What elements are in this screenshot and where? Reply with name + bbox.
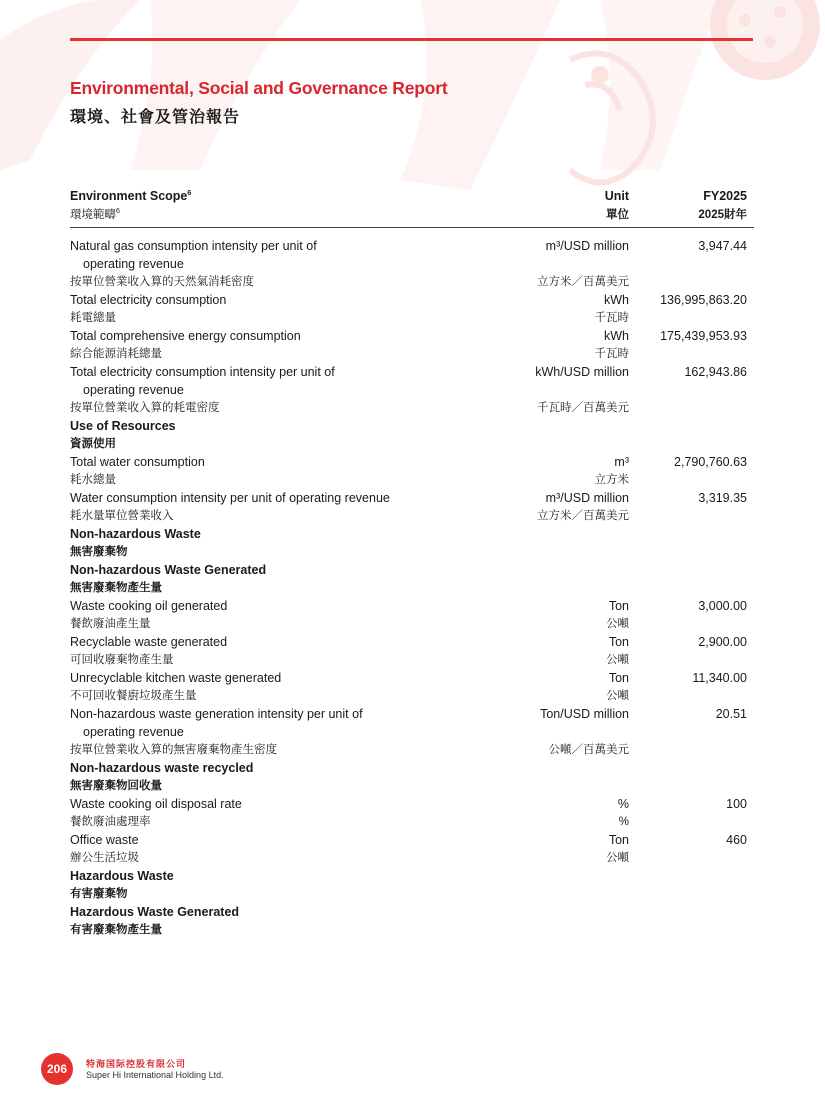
row-unit: kWh: [604, 293, 629, 307]
row-label: 綜合能源消耗總量: [70, 348, 162, 360]
row-label: Non-hazardous waste recycled: [70, 761, 254, 775]
row-label: Waste cooking oil generated: [70, 599, 228, 613]
header-year-chinese: 2025財年: [698, 209, 747, 221]
row-label: 按單位營業收入算的天然氣消耗密度: [70, 276, 254, 288]
row-unit: 公噸: [606, 654, 629, 666]
header-scope-chinese: 環境範疇$^6$: [70, 208, 120, 221]
row-unit: kWh/USD million: [535, 365, 629, 379]
row-label: 按單位營業收入算的無害廢棄物產生密度: [70, 744, 277, 756]
table-row: [70, 849, 747, 867]
row-unit: 千瓦時: [594, 312, 629, 324]
row-label: operating revenue: [83, 257, 184, 271]
header-unit-chinese: 單位: [606, 209, 629, 221]
row-label: Hazardous Waste: [70, 869, 174, 883]
row-label: 耗水量單位營業收入: [70, 510, 174, 522]
section-heading-row: [70, 903, 747, 921]
table-row: [70, 237, 747, 255]
row-label: Waste cooking oil disposal rate: [70, 797, 242, 811]
table-row: [70, 453, 747, 471]
row-unit: m³/USD million: [545, 491, 629, 505]
report-title-english: Environmental, Social and Governance Report: [70, 78, 448, 98]
row-label: 耗水總量: [70, 474, 116, 486]
row-label: 餐飲廢油產生量: [70, 618, 151, 630]
table-row: [70, 327, 747, 345]
row-value: 11,340.00: [692, 671, 747, 685]
section-heading-row: [70, 543, 747, 561]
row-unit: 立方米／百萬美元: [537, 276, 629, 288]
table-body: [70, 237, 747, 939]
row-label: Total electricity consumption intensity per unit of: [70, 365, 335, 379]
row-label: 無害廢棄物回收量: [70, 780, 162, 792]
section-heading-row: [70, 885, 747, 903]
row-value: 3,319.35: [698, 491, 747, 505]
table-row: [70, 471, 747, 489]
row-label: Non-hazardous Waste: [70, 527, 201, 541]
row-label: 按單位營業收入算的耗電密度: [70, 402, 220, 414]
row-unit: Ton: [608, 833, 629, 847]
row-label: Non-hazardous waste generation intensity per unit of: [70, 707, 363, 721]
table-row: [70, 273, 747, 291]
row-unit: 公噸: [606, 690, 629, 702]
row-label: Total water consumption: [70, 455, 205, 469]
row-unit: 千瓦時／百萬美元: [537, 402, 629, 414]
table-row: [70, 345, 747, 363]
row-unit: 公噸: [606, 618, 629, 630]
row-unit: 公噸／百萬美元: [548, 744, 629, 756]
row-unit: %: [617, 797, 629, 811]
table-row: [70, 489, 747, 507]
row-label: Office waste: [70, 833, 139, 847]
section-heading-row: [70, 561, 747, 579]
table-row: [70, 669, 747, 687]
section-heading-row: [70, 417, 747, 435]
row-value: 175,439,953.93: [660, 329, 747, 343]
table-row: [70, 633, 747, 651]
row-unit: %: [618, 816, 629, 828]
section-heading-row: [70, 921, 747, 939]
row-label: Natural gas consumption intensity per unit of: [70, 239, 317, 253]
table-row: [70, 705, 747, 723]
table-row: [70, 399, 747, 417]
row-unit: m³/USD million: [545, 239, 629, 253]
row-value: 100: [726, 797, 747, 811]
row-label: Hazardous Waste Generated: [70, 905, 240, 919]
row-label: Non-hazardous Waste Generated: [70, 563, 267, 577]
row-label: 不可回收餐廚垃圾產生量: [70, 690, 197, 702]
table-row: [70, 723, 747, 741]
row-value: 3,947.44: [698, 239, 747, 253]
row-label: Use of Resources: [70, 419, 176, 433]
row-label: 餐飲廢油處理率: [70, 816, 151, 828]
table-row: [70, 615, 747, 633]
row-label: 無害廢棄物產生量: [70, 582, 162, 594]
row-label: 辦公生活垃圾: [70, 852, 139, 864]
row-unit: m³: [614, 455, 629, 469]
table-row: [70, 597, 747, 615]
row-label: 耗電總量: [70, 312, 116, 324]
section-heading-row: [70, 579, 747, 597]
row-label: 有害廢棄物產生量: [70, 924, 162, 936]
table-row: [70, 291, 747, 309]
row-unit: 立方米: [594, 474, 629, 486]
row-label: Recyclable waste generated: [70, 635, 228, 649]
row-unit: kWh: [604, 329, 629, 343]
top-rule: [70, 38, 753, 41]
company-name-english: Super Hi International Holding Ltd.: [86, 1070, 224, 1080]
row-value: 162,943.86: [684, 365, 747, 379]
header-year-english: FY2025: [703, 189, 747, 203]
table-row: [70, 309, 747, 327]
page-number-badge: 206: [41, 1053, 73, 1085]
row-label: 有害廢棄物: [70, 888, 128, 900]
table-row: [70, 363, 747, 381]
row-label: Total comprehensive energy consumption: [70, 329, 301, 343]
table-header: [70, 189, 747, 225]
row-label: Unrecyclable kitchen waste generated: [70, 671, 282, 685]
row-unit: 立方米／百萬美元: [537, 510, 629, 522]
section-heading-row: [70, 867, 747, 885]
row-unit: 公噸: [606, 852, 629, 864]
row-value: 3,000.00: [698, 599, 747, 613]
table-row: [70, 687, 747, 705]
row-label: operating revenue: [83, 383, 184, 397]
table-row: [70, 381, 747, 399]
row-value: 136,995,863.20: [660, 293, 747, 307]
table-row: [70, 813, 747, 831]
row-value: 2,790,760.63: [674, 455, 747, 469]
header-scope-english: Environment Scope$^6$: [70, 189, 192, 203]
row-label: Total electricity consumption: [70, 293, 227, 307]
report-title-chinese: 環境、社會及管治報告: [70, 109, 241, 126]
section-heading-row: [70, 759, 747, 777]
table-row: [70, 831, 747, 849]
header-unit-english: Unit: [604, 189, 629, 203]
section-heading-row: [70, 435, 747, 453]
table-row: [70, 795, 747, 813]
row-unit: Ton/USD million: [540, 707, 629, 721]
row-unit: Ton: [608, 671, 629, 685]
row-label: 可回收廢棄物產生量: [70, 654, 174, 666]
row-label: operating revenue: [83, 725, 184, 739]
row-value: 2,900.00: [698, 635, 747, 649]
section-heading-row: [70, 777, 747, 795]
row-label: 無害廢棄物: [70, 546, 128, 558]
table-row: [70, 255, 747, 273]
row-unit: Ton: [608, 635, 629, 649]
section-heading-row: [70, 525, 747, 543]
table-row: [70, 651, 747, 669]
row-label: Water consumption intensity per unit of operating revenue: [70, 491, 390, 505]
header-divider: [70, 227, 754, 228]
row-unit: 千瓦時: [594, 348, 629, 360]
row-value: 20.51: [715, 707, 747, 721]
row-value: 460: [726, 833, 747, 847]
table-row: [70, 741, 747, 759]
table-row: [70, 507, 747, 525]
row-unit: Ton: [608, 599, 629, 613]
company-name-chinese: 特海国际控股有限公司: [86, 1059, 187, 1069]
row-label: 資源使用: [70, 438, 116, 450]
